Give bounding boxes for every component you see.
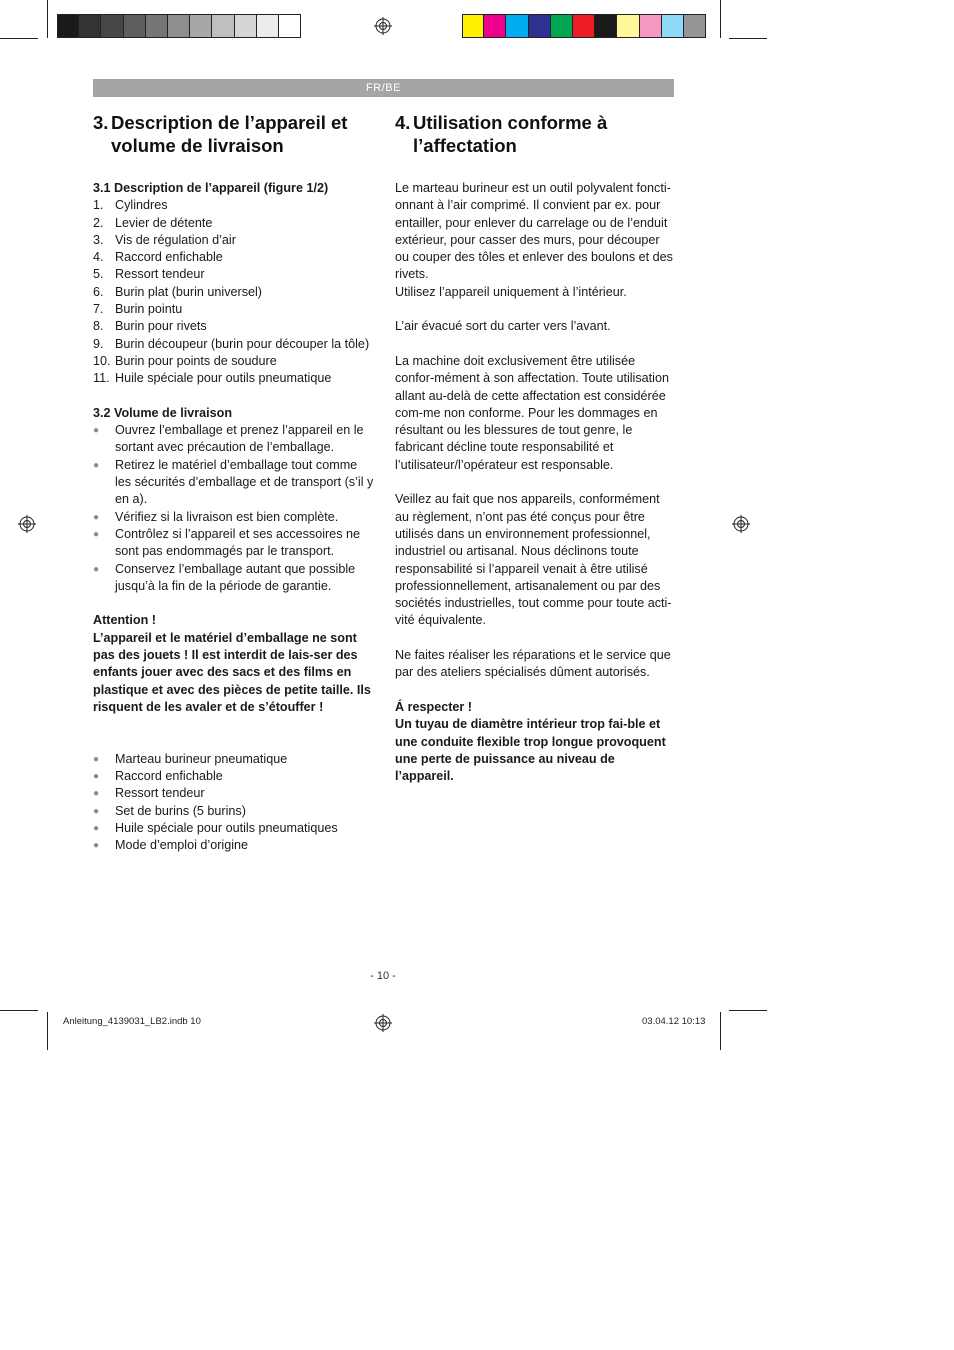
section-number: 3. xyxy=(93,112,109,133)
crop-mark xyxy=(729,38,767,39)
warning-text: Un tuyau de diamètre intérieur trop fai-ble et une conduite flexible trop longue provoquent une perte de puissance au niveau de l’appareil. xyxy=(395,717,666,784)
list-item xyxy=(93,820,375,837)
color-swatch xyxy=(662,14,684,38)
list-item xyxy=(93,197,375,214)
item-text: Marteau burineur pneumatique xyxy=(115,751,288,766)
list-item xyxy=(93,785,375,802)
color-swatch xyxy=(146,14,168,38)
color-swatch xyxy=(595,14,617,38)
item-text: Burin pour rivets xyxy=(115,319,207,334)
subsection-heading: 3.2 Volume de livraison xyxy=(93,405,233,420)
item-number: 3. xyxy=(93,232,104,247)
crop-mark xyxy=(720,1012,721,1050)
item-number: 2. xyxy=(93,215,104,230)
list-item xyxy=(93,215,375,232)
list-item xyxy=(93,232,375,249)
item-number: 8. xyxy=(93,319,104,334)
bullet-icon: ● xyxy=(93,528,100,540)
item-number: 1. xyxy=(93,198,104,213)
left-column xyxy=(93,111,375,855)
registration-mark-icon xyxy=(18,515,36,533)
bullet-icon: ● xyxy=(93,459,100,471)
item-text: Set de burins (5 burins) xyxy=(115,803,246,818)
list-item xyxy=(93,751,375,768)
color-swatch xyxy=(617,14,639,38)
list-item xyxy=(93,526,375,561)
bullet-icon: ● xyxy=(93,753,100,765)
bullet-icon: ● xyxy=(93,425,100,437)
list-item xyxy=(93,318,375,335)
item-number: 9. xyxy=(93,336,104,351)
section-number: 4. xyxy=(395,112,411,133)
crop-mark xyxy=(729,1010,767,1011)
bullet-icon: ● xyxy=(93,805,100,817)
color-swatch xyxy=(573,14,595,38)
section-4-heading xyxy=(395,111,677,157)
color-swatch xyxy=(124,14,146,38)
item-text: Vérifiez si la livraison est bien complète. xyxy=(115,509,339,524)
color-swatch xyxy=(551,14,573,38)
crop-mark xyxy=(0,38,38,39)
list-item xyxy=(93,284,375,301)
page-number: - 10 - xyxy=(370,970,396,982)
list-item xyxy=(93,768,375,785)
bullet-icon: ● xyxy=(93,563,100,575)
color-swatch xyxy=(212,14,234,38)
warning-title: Á respecter ! xyxy=(395,699,472,714)
parts-list xyxy=(93,197,375,387)
item-text: Contrôlez si l’appareil et ses accessoires ne sont pas endommagés par le transport. xyxy=(115,526,360,559)
item-text: Burin pointu xyxy=(115,302,183,317)
item-number: 11. xyxy=(93,371,110,386)
item-text: Burin pour points de soudure xyxy=(115,353,277,368)
item-text: Burin découpeur (burin pour découper la tôle) xyxy=(115,336,370,351)
paragraph: Le marteau burineur est un outil polyvalent foncti-onnant à l’air comprimé. Il convient par ex. pour entailler, pour enlever du carrelage ou de l’enduit extérieur, pour casser des murs, pour découper ou couper des tôles et enlever des boulons et des rivets. xyxy=(395,181,673,282)
list-item xyxy=(93,457,375,509)
color-swatch xyxy=(484,14,506,38)
language-header: FR/BE xyxy=(93,79,674,97)
bullet-icon: ● xyxy=(93,788,100,800)
list-item xyxy=(93,301,375,318)
registration-mark-icon xyxy=(732,515,750,533)
list-item xyxy=(93,336,375,353)
color-swatch xyxy=(506,14,528,38)
subsection-heading: 3.1 Description de l’appareil (figure 1/2) xyxy=(93,181,329,195)
list-item xyxy=(93,249,375,266)
list-item xyxy=(93,561,375,596)
color-swatch xyxy=(640,14,662,38)
attention-title: Attention ! xyxy=(93,613,156,628)
color-swatch xyxy=(101,14,123,38)
item-text: Ressort tendeur xyxy=(115,267,205,282)
item-number: 5. xyxy=(93,267,104,282)
list-item xyxy=(93,266,375,283)
crop-mark xyxy=(0,1010,38,1011)
paragraph: La machine doit exclusivement être utilisée confor-mément à son affectation. Toute utilisation allant au-delà de cette affectation est considérée com-me non conforme. Pour les dommages en résultant ou les blessures de tout genre, le fabricant décline toute responsabilité et l’utilisateur/l’opérateur est responsable. xyxy=(395,353,669,472)
color-swatch xyxy=(279,14,301,38)
color-swatch xyxy=(684,14,706,38)
color-swatch xyxy=(529,14,551,38)
attention-text: L’appareil et le matériel d’emballage ne sont pas des jouets ! Il est interdit de lais-ser des enfants jouer avec des sacs et des films en plastique et avec des pièces de petite taille. Ils risquent de les avaler et de s’étouffer ! xyxy=(93,630,371,714)
date-slug: 03.04.12 10:13 xyxy=(642,1016,706,1027)
delivery-contents-list xyxy=(93,751,375,855)
list-item xyxy=(93,353,375,370)
item-number: 7. xyxy=(93,302,104,317)
item-number: 10. xyxy=(93,353,111,368)
color-swatch xyxy=(168,14,190,38)
color-swatch xyxy=(79,14,101,38)
list-item xyxy=(93,837,375,854)
item-text: Levier de détente xyxy=(115,215,213,230)
unpacking-steps-list xyxy=(93,422,375,595)
item-text: Conservez l’emballage autant que possible jusqu’à la fin de la période de garantie. xyxy=(115,561,356,593)
bullet-icon: ● xyxy=(93,511,100,523)
item-text: Mode d’emploi d’origine xyxy=(115,838,249,853)
item-text: Ouvrez l’emballage et prenez l’appareil en le sortant avec précaution de l’emballage. xyxy=(115,423,364,455)
bullet-icon: ● xyxy=(93,771,100,783)
item-text: Raccord enfichable xyxy=(115,250,223,265)
item-text: Huile spéciale pour outils pneumatique xyxy=(115,371,332,386)
item-text: Retirez le matériel d’emballage tout comme les sécurités d’emballage et de transport (s’il y en a). xyxy=(115,457,374,507)
section-title: Description de l’appareil et volume de livraison xyxy=(111,112,348,156)
file-slug: Anleitung_4139031_LB2.indb 10 xyxy=(63,1016,201,1027)
paragraph: Veillez au fait que nos appareils, conformément au règlement, n’ont pas été conçus pour être utilisés dans un environnement professionnel, industriel ou artisanal. Nous déclinons toute responsabilité si l’appareil venait à être utilisé professionnellement, artisanalement ou par des sociétés industrielles, tout comme pour toute acti-vité équivalente. xyxy=(395,492,672,628)
section-3-heading xyxy=(93,111,375,157)
item-text: Huile spéciale pour outils pneumatiques xyxy=(115,820,338,835)
section-title: Utilisation conforme à l’affectation xyxy=(413,112,608,156)
color-swatch xyxy=(57,14,79,38)
item-text: Cylindres xyxy=(115,198,168,213)
registration-mark-icon xyxy=(374,1014,392,1032)
item-number: 4. xyxy=(93,250,104,265)
color-swatch xyxy=(235,14,257,38)
bullet-icon: ● xyxy=(93,822,100,834)
color-swatch xyxy=(190,14,212,38)
bullet-icon: ● xyxy=(93,840,100,852)
paragraph: L’air évacué sort du carter vers l’avant. xyxy=(395,319,611,334)
item-text: Burin plat (burin universel) xyxy=(115,284,262,299)
crop-mark xyxy=(720,0,721,38)
registration-mark-icon xyxy=(374,17,392,35)
gray-color-bar xyxy=(57,14,301,38)
list-item xyxy=(93,370,375,387)
list-item xyxy=(93,422,375,457)
list-item xyxy=(93,509,375,526)
item-text: Ressort tendeur xyxy=(115,786,205,801)
crop-mark xyxy=(47,0,48,38)
item-text: Vis de régulation d’air xyxy=(115,232,236,247)
crop-mark xyxy=(47,1012,48,1050)
paragraph: Utilisez l’appareil uniquement à l’intérieur. xyxy=(395,284,627,299)
list-item xyxy=(93,803,375,820)
item-text: Raccord enfichable xyxy=(115,769,223,784)
paragraph: Ne faites réaliser les réparations et le service que par des ateliers spécialisés dûment autorisés. xyxy=(395,648,671,680)
color-swatch xyxy=(462,14,484,38)
item-number: 6. xyxy=(93,284,104,299)
color-swatch xyxy=(257,14,279,38)
right-column xyxy=(395,111,677,785)
process-color-bar xyxy=(462,14,706,38)
